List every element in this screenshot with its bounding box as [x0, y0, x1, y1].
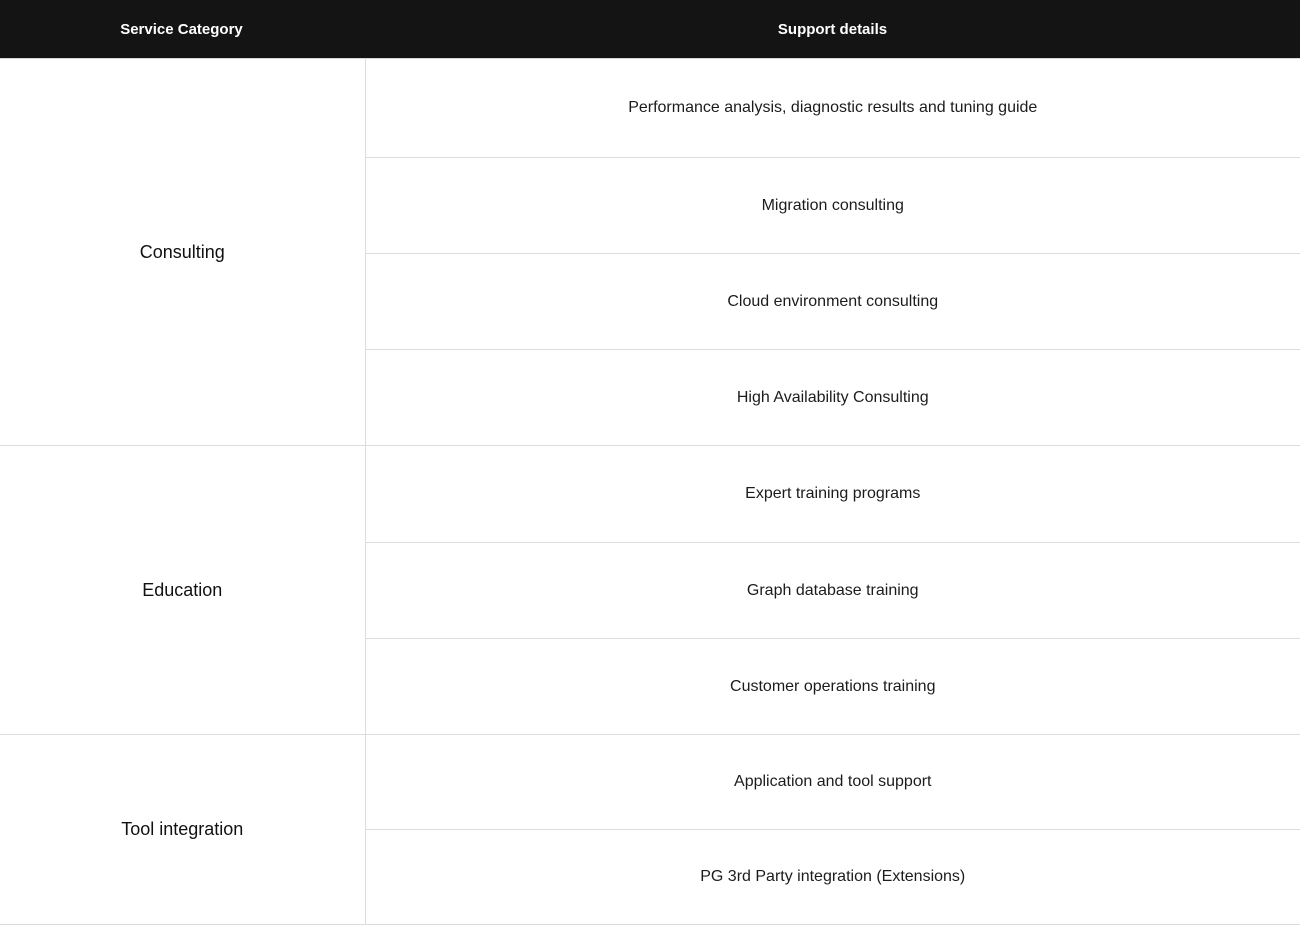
detail-cell: Graph database training	[365, 543, 1300, 639]
table-row	[0, 59, 1300, 158]
header-row	[0, 0, 1300, 59]
category-cell-tool-integration: Tool integration	[0, 735, 365, 925]
table-body	[0, 59, 1300, 925]
detail-cell: Customer operations training	[365, 639, 1300, 735]
detail-cell: Migration consulting	[365, 158, 1300, 254]
detail-cell: PG 3rd Party integration (Extensions)	[365, 830, 1300, 925]
table-row	[0, 735, 1300, 830]
table-header	[0, 0, 1300, 59]
table-row	[0, 446, 1300, 543]
detail-cell: High Availability Consulting	[365, 350, 1300, 446]
detail-cell: Performance analysis, diagnostic results and tuning guide	[365, 59, 1300, 158]
category-cell-consulting: Consulting	[0, 59, 365, 446]
detail-cell: Cloud environment consulting	[365, 254, 1300, 350]
detail-cell: Expert training programs	[365, 446, 1300, 543]
column-header-support-details: Support details	[365, 0, 1300, 59]
category-cell-education: Education	[0, 446, 365, 735]
detail-cell: Application and tool support	[365, 735, 1300, 830]
column-header-service-category: Service Category	[0, 0, 365, 59]
